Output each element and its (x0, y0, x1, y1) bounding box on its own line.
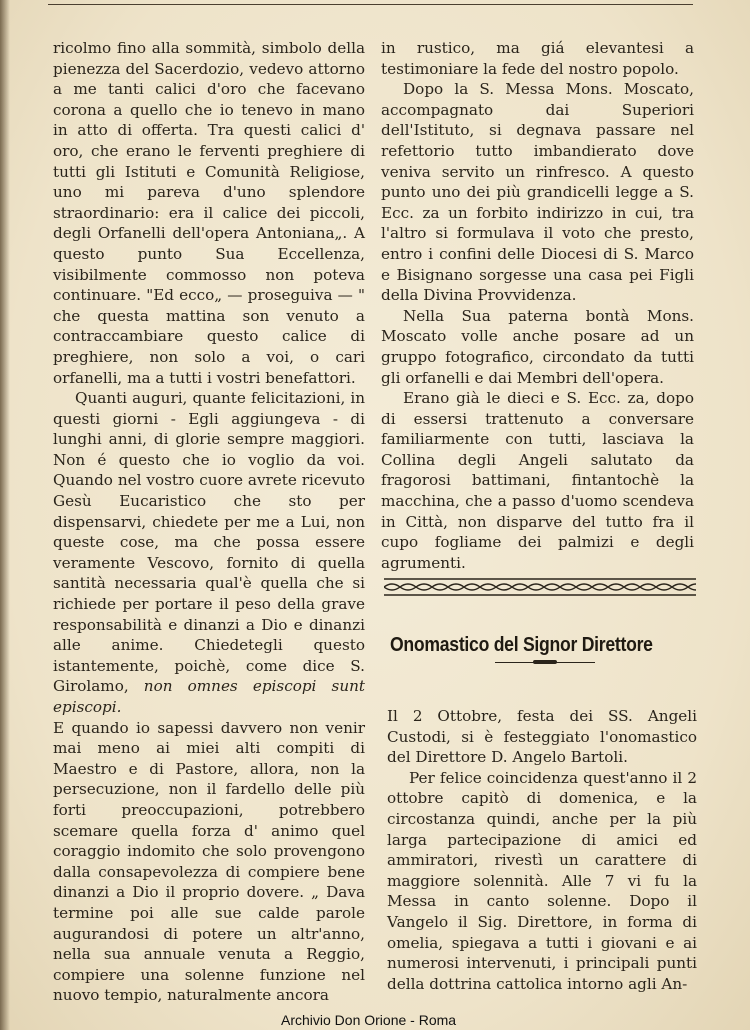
left-column (53, 38, 365, 1006)
binding-edge (0, 0, 10, 1030)
heading-underline (495, 662, 595, 663)
top-rule (48, 4, 693, 5)
section-paragraph-1: Il 2 Ottobre, festa dei SS. Angeli Custodi, si è festeggiato l'onomastico del Direttore D. Angelo Bartoli. (387, 707, 697, 767)
section-heading: Onomastico del Signor Direttore (390, 634, 653, 656)
ornamental-divider (384, 576, 696, 598)
right-paragraph-1: in rustico, ma giá elevantesi a testimoniare la fede del nostro popolo. (381, 39, 694, 78)
right-paragraph-3: Nella Sua paterna bontà Mons. Moscato volle anche posare ad un gruppo fotografico, circondato da tutti gli orfanelli e dai Membri dell'opera. (381, 306, 694, 387)
left-paragraph-1: ricolmo fino alla sommità, simbolo della pienezza del Sacerdozio, vedevo attorno a me tanti calici d'oro che facevano corona a quello che io tenevo in mano in atto di offerta. Tra questi calici d' oro, che erano le ferventi preghiere di tutti gli Istituti e Comunità Religiose, uno mi pareva d'uno splendore straordinario: era il calice dei piccoli, degli Orfanelli dell'opera Antoniana„. A questo punto Sua Eccellenza, visibilmente commosso non poteva continuare. "Ed ecco„ — proseguiva — " che questa mattina son venuto a contraccambiare questo calice di preghiere, non solo a voi, o cari orfanelli, ma a tutti i vostri benefattori. (53, 39, 365, 387)
section-body (387, 706, 697, 994)
section-paragraph-2: Per felice coincidenza quest'anno il 2 ottobre capitò di domenica, e la circostanza quindi, anche per la più larga partecipazione di amici ed ammiratori, rivestì un carattere di maggiore solennità. Alle 7 vi fu la Messa in canto solenne. Dopo il Vangelo il Sig. Direttore, in forma di omelia, spiegava a tutti i giovani e ai numerosi intervenuti, i principali punti della dottrina cattolica intorno agli An- (387, 768, 697, 993)
archive-watermark: Archivio Don Orione - Roma (281, 1012, 457, 1028)
right-paragraph-4: Erano già le dieci e S. Ecc. za, dopo di essersi trattenuto a conversare familiarmente con tutti, lasciava la Collina degli Angeli salutato da fragorosi battimani, fintantochè la macchina, che a passo d'uomo scendeva in Città, non disparve del tutto fra il cupo fogliame dei palmizi e degli agrumenti. (381, 389, 694, 572)
left-paragraph-2 (53, 388, 365, 718)
latin-quote: non omnes episcopi sunt episcopi. (53, 677, 365, 716)
right-column (381, 38, 694, 573)
left-paragraph-2-text: Quanti auguri, quante felicitazioni, in questi giorni - Egli aggiungeva - di lunghi anni, di glorie sempre maggiori. Non é questo che io voglio da voi. Quando nel vostro cuore avrete ricevuto Gesù Eucaristico che sto per dispensarvi, chiedete per me a Lui, non queste cose, ma che possa essere veramente Vescovo, fornito di quella santità necessaria qual'è quella che si richiede per portare il peso della grave responsabilità e dinanzi a Dio e dinanzi alle anime. Chiedetegli questo istantemente, poichè, come dice S. Girolamo, (53, 389, 365, 696)
left-paragraph-3: E quando io sapessi davvero non venir mai meno ai miei alti compiti di Maestro e di Pastore, allora, non la persecuzione, non il fardello delle più forti preoccupazioni, potrebbero scemare quella forza d' animo quel coraggio indomito che solo provengono dalla consapevolezza di compiere bene dinanzi a Dio il proprio dovere. „ Dava termine poi alle sue calde parole augurandosi di potere un altr'anno, nella sua annuale venuta a Reggio, compiere una solenne funzione nel nuovo tempio, naturalmente ancora (53, 718, 365, 1005)
right-paragraph-2: Dopo la S. Messa Mons. Moscato, accompagnato dai Superiori dell'Istituto, si degnava passare nel refettorio tutto imbandierato dove veniva servito un rinfresco. A questo punto uno dei più grandicelli legge a S. Ecc. za un forbito indirizzo in cui, tra l'altro si formulava il voto che presto, entro i confini delle Diocesi di S. Marco e Bisignano sorgesse una casa pei Figli della Divina Provvidenza. (381, 80, 694, 305)
